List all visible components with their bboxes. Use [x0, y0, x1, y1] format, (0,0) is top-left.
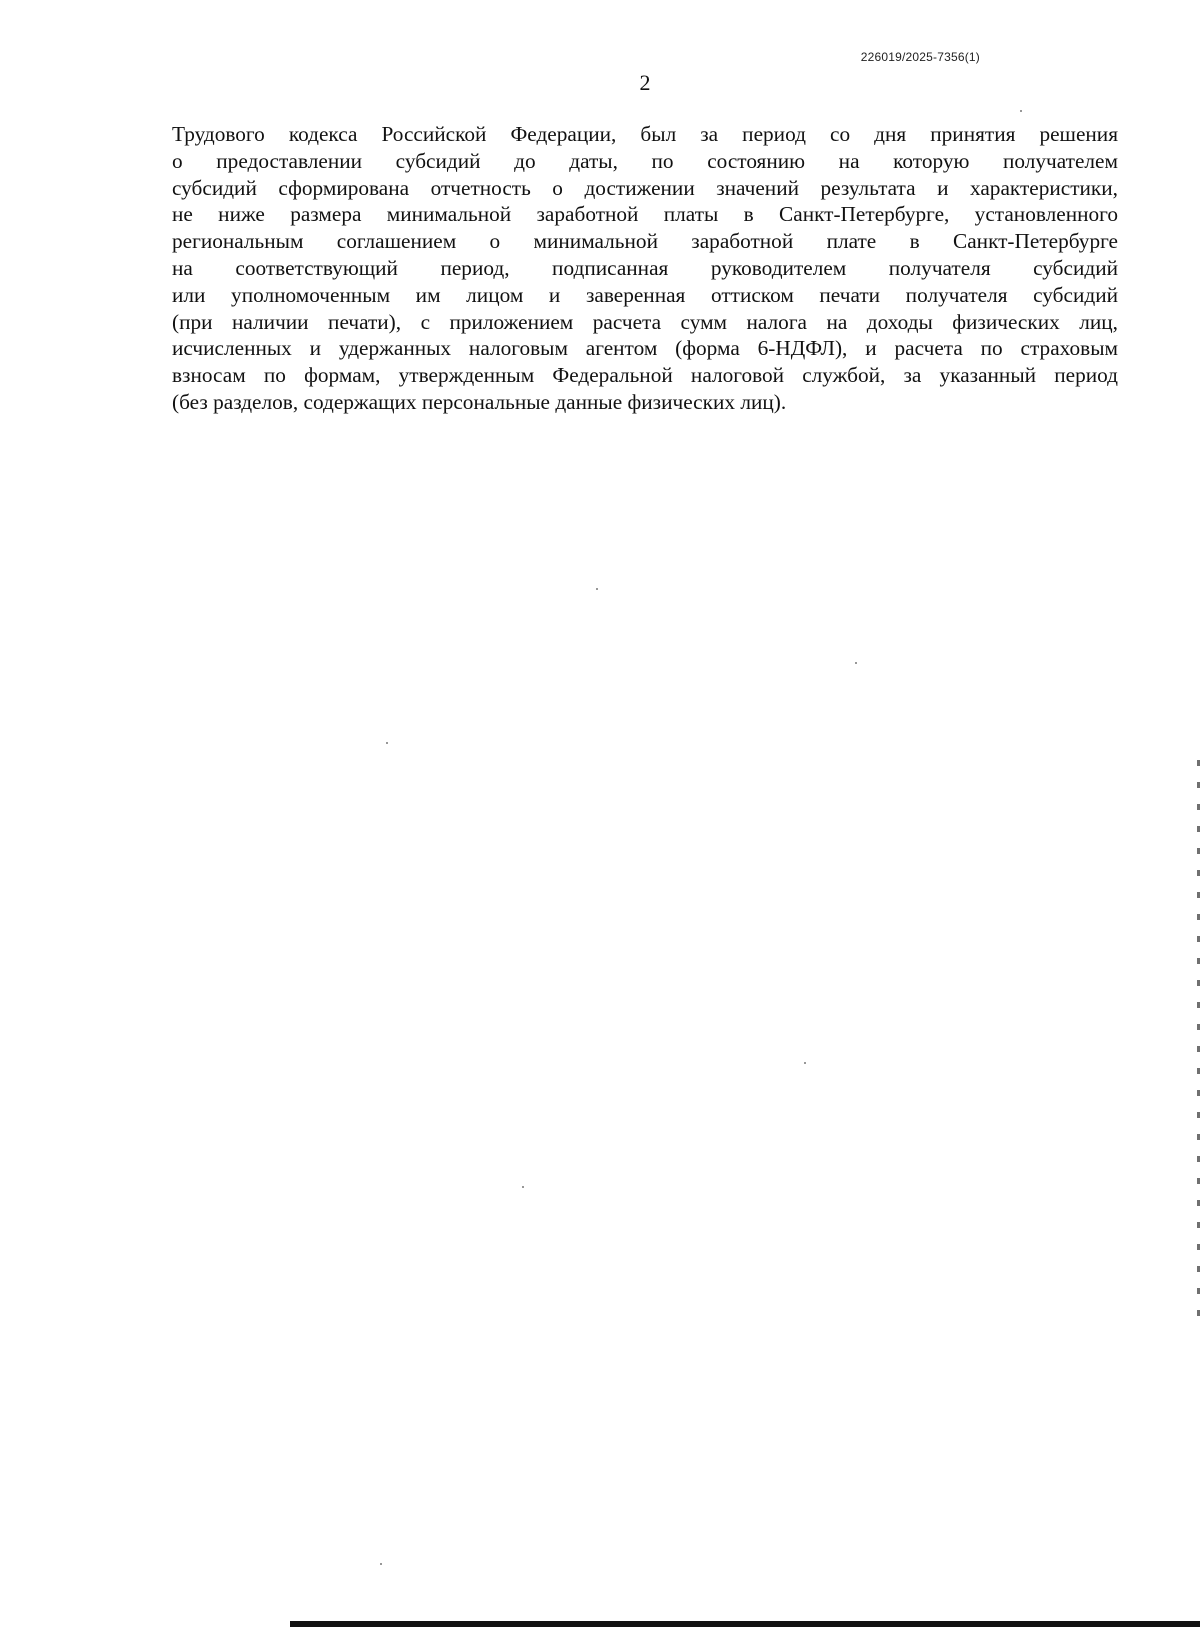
document-registration-number: 226019/2025-7356(1) [860, 50, 980, 64]
scan-speck [596, 588, 598, 590]
paragraph-line: на соответствующий период, подписанная руководителем получателя субсидий [172, 255, 1118, 280]
scan-speck [386, 742, 388, 744]
paragraph-line: региональным соглашением о минимальной заработной плате в Санкт-Петербурге [172, 229, 1118, 254]
scan-speck [804, 1062, 806, 1064]
body-paragraph [172, 121, 1118, 416]
paragraph-line: Трудового кодекса Российской Федерации, был за период со дня принятия решения [172, 122, 1118, 146]
paragraph-line: или уполномоченным им лицом и заверенная оттиском печати получателя субсидий [172, 282, 1118, 307]
paragraph-line: (при наличии печати), с приложением расчета сумм налога на доходы физических лиц, [172, 309, 1118, 334]
paragraph-line: взносам по формам, утвержденным Федеральной налоговой службой, за указанный период [172, 363, 1118, 388]
paragraph-line: не ниже размера минимальной заработной платы в Санкт-Петербурге, установленного [172, 202, 1118, 227]
paragraph-line: субсидий сформирована отчетность о достижении значений результата и характеристики, [172, 175, 1118, 200]
scan-speck [1020, 110, 1022, 112]
page-number: 2 [639, 70, 651, 95]
scan-speck [855, 662, 857, 664]
paragraph-line: о предоставлении субсидий до даты, по состоянию на которую получателем [172, 148, 1118, 173]
paragraph-line: (без разделов, содержащих персональные данные физических лиц). [172, 389, 787, 414]
scan-speck [522, 1186, 524, 1188]
scan-bottom-border [290, 1621, 1200, 1627]
scan-speck [380, 1563, 382, 1565]
paragraph-line: исчисленных и удержанных налоговым агентом (форма 6-НДФЛ), и расчета по страховым [172, 336, 1118, 361]
